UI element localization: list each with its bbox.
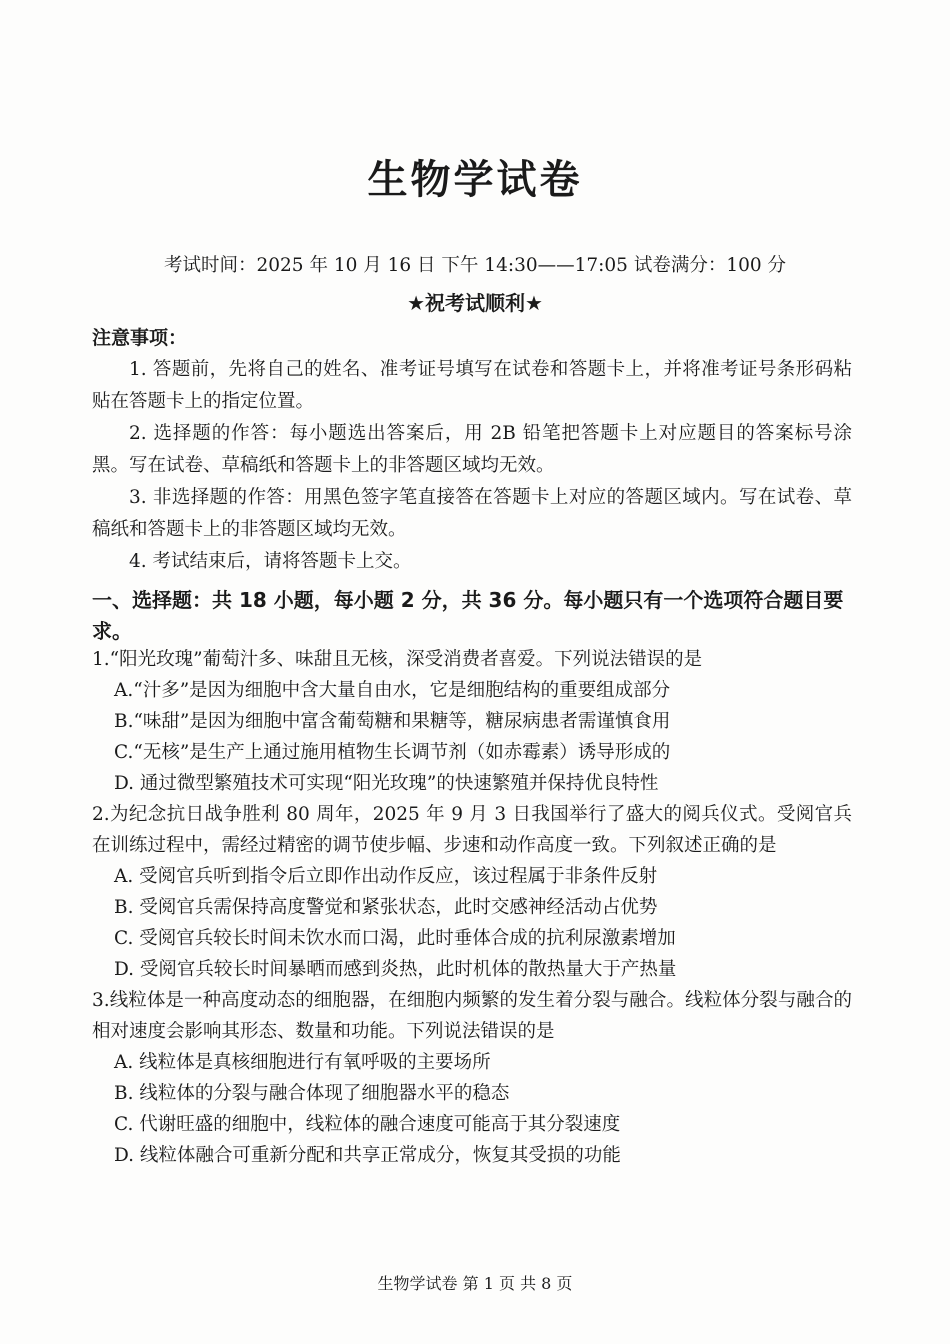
question-stem: 3.线粒体是一种高度动态的细胞器，在细胞内频繁的发生着分裂与融合。线粒体分裂与融合的相对速度会影响其形态、数量和功能。下列说法错误的是	[92, 990, 852, 1042]
notice-item: 4. 考试结束后，请将答题卡上交。	[129, 551, 412, 572]
notice-item: 1. 答题前，先将自己的姓名、准考证号填写在试卷和答题卡上，并将准考证号条形码粘贴在答题卡上的指定位置。	[92, 359, 852, 412]
question-stem: 1.“阳光玫瑰”葡萄汁多、味甜且无核，深受消费者喜爱。下列说法错误的是	[92, 649, 703, 670]
option-b: B.“味甜”是因为细胞中富含葡萄糖和果糖等，糖尿病患者需谨慎食用	[114, 711, 671, 732]
option-b: B. 线粒体的分裂与融合体现了细胞器水平的稳态	[114, 1083, 510, 1104]
option-d: D. 通过微型繁殖技术可实现“阳光玫瑰”的快速繁殖并保持优良特性	[114, 773, 659, 794]
notice-item: 2. 选择题的作答：每小题选出答案后，用 2B 铅笔把答题卡上对应题目的答案标号涂黑。写在试卷、草稿纸和答题卡上的非答题区域均无效。	[92, 423, 852, 476]
option-c: C. 受阅官兵较长时间未饮水而口渴，此时垂体合成的抗利尿激素增加	[114, 928, 676, 949]
section-heading: 一、选择题：共 18 小题，每小题 2 分，共 36 分。每小题只有一个选项符合题目要求。	[92, 588, 844, 643]
option-d: D. 线粒体融合可重新分配和共享正常成分，恢复其受损的功能	[114, 1145, 621, 1166]
option-d: D. 受阅官兵较长时间暴晒而感到炎热，此时机体的散热量大于产热量	[114, 959, 677, 980]
question-stem: 2.为纪念抗日战争胜利 80 周年，2025 年 9 月 3 日我国举行了盛大的阅兵仪式。受阅官兵在训练过程中，需经过精密的调节使步幅、步速和动作高度一致。下列叙述正确的是	[92, 804, 852, 856]
option-c: C. 代谢旺盛的细胞中，线粒体的融合速度可能高于其分裂速度	[114, 1114, 621, 1135]
option-c: C.“无核”是生产上通过施用植物生长调节剂（如赤霉素）诱导形成的	[114, 742, 671, 763]
question-3	[92, 985, 852, 1171]
notice-item: 3. 非选择题的作答：用黑色签字笔直接答在答题卡上对应的答题区域内。写在试卷、草稿纸和答题卡上的非答题区域均无效。	[92, 487, 852, 540]
notice-heading: 注意事项：	[92, 327, 188, 349]
option-a: A. 受阅官兵听到指令后立即作出动作反应，该过程属于非条件反射	[114, 866, 658, 887]
notice-block	[92, 322, 852, 578]
option-b: B. 受阅官兵需保持高度警觉和紧张状态，此时交感神经活动占优势	[114, 897, 658, 918]
question-1	[92, 644, 852, 799]
page-title: 生物学试卷	[367, 157, 583, 203]
page-footer: 生物学试卷 第 1 页 共 8 页	[377, 1274, 573, 1293]
option-a: A. 线粒体是真核细胞进行有氧呼吸的主要场所	[114, 1052, 491, 1073]
question-2	[92, 799, 852, 985]
blessing-line: ★祝考试顺利★	[407, 291, 543, 315]
option-a: A.“汁多”是因为细胞中含大量自由水，它是细胞结构的重要组成部分	[114, 680, 671, 701]
exam-info: 考试时间：2025 年 10 月 16 日 下午 14:30——17:05 试卷满分：100 分	[163, 255, 787, 276]
question-list	[92, 644, 852, 1171]
